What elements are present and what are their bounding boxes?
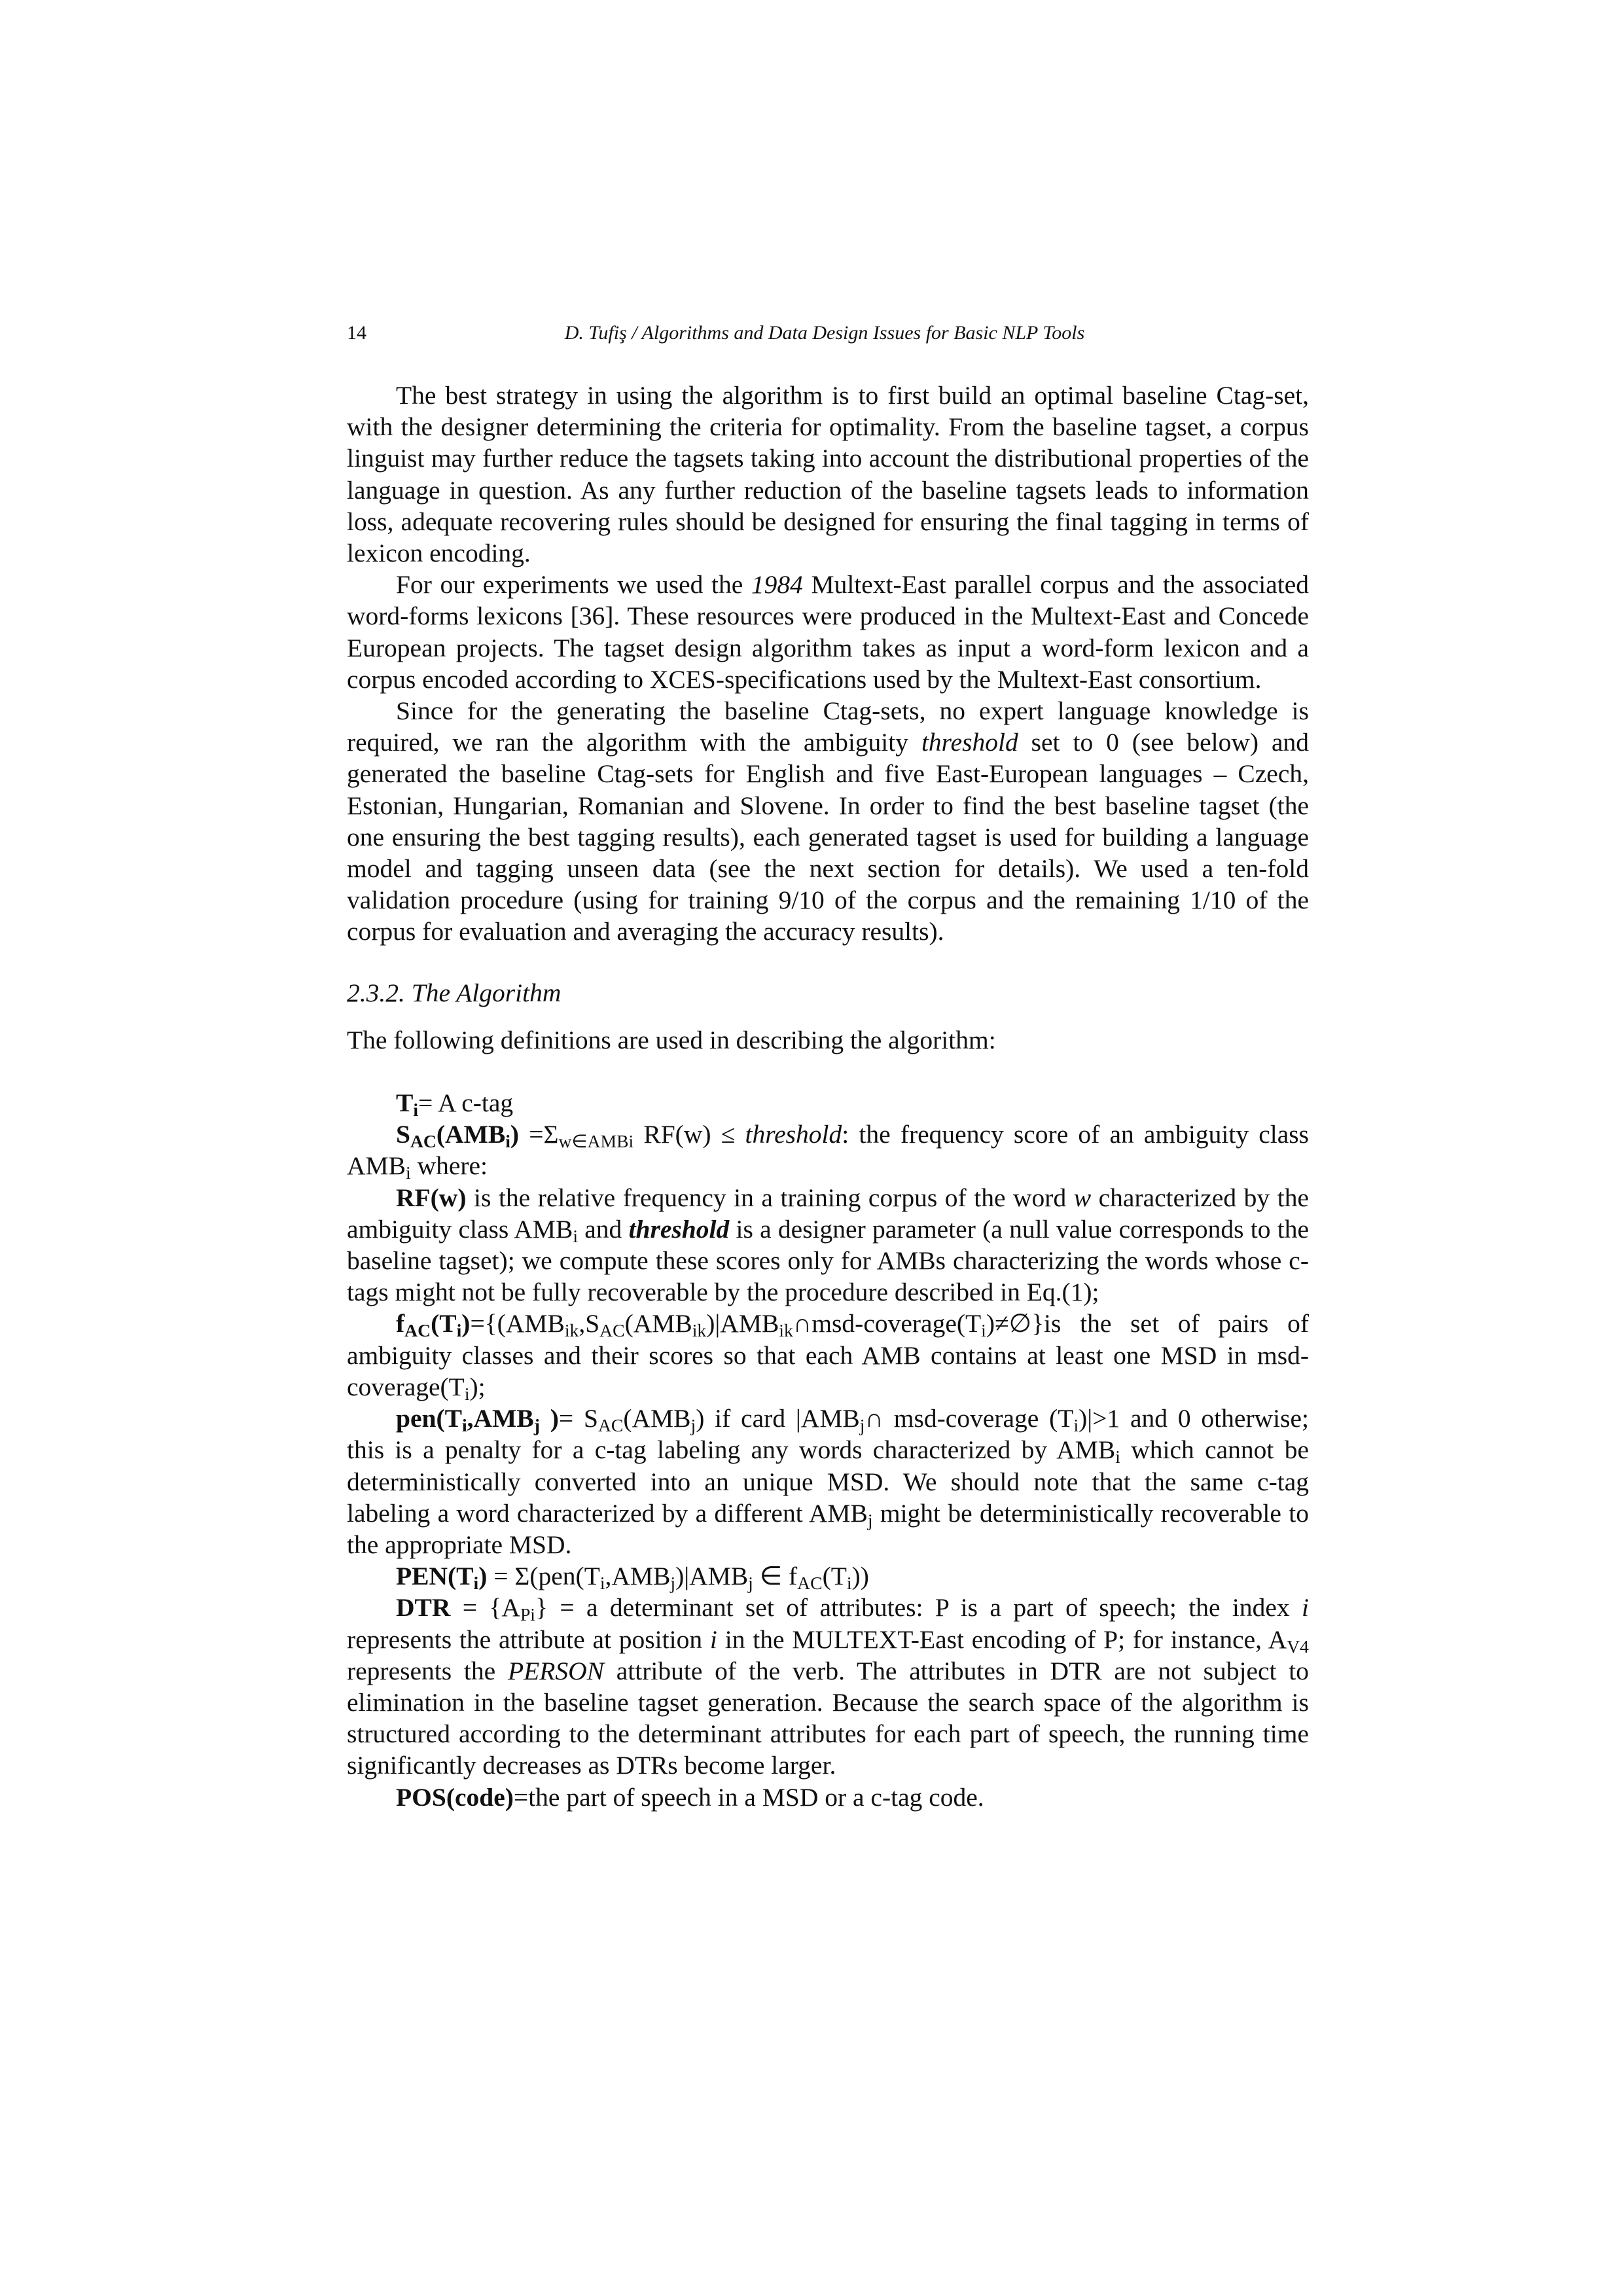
term: RF(w) [396,1183,467,1212]
subscript: i [505,1131,510,1152]
corpus-title: 1984 [751,570,803,600]
subscript: i [473,1573,479,1594]
subscript: i [406,1162,411,1183]
definitions-intro: The following definitions are used in describing the algorithm: [347,1025,996,1054]
text-run: = A c-tag [418,1088,514,1118]
definition-ti [347,1087,1309,1119]
text-run: )≠∅}is the set of pairs of ambiguity classes and their scores so that each AMB contains at least one MSD in msd-coverage(T [347,1309,1309,1401]
text-run: } = a determinant set of attributes: P is a part of speech; the index [535,1593,1302,1623]
text-run: Since for the generating the baseline Ctag-sets, no expert language knowledge is required, we ran the algorithm with the ambiguity [347,696,1309,757]
text-run: ,S [579,1309,600,1338]
page-number: 14 [347,322,366,344]
text-run: ,AMB [605,1562,671,1591]
definition-fac [347,1308,1309,1403]
subscript: i [599,1573,605,1594]
term: ) [461,1309,471,1338]
threshold-term: threshold [628,1214,730,1244]
text-run: characterized by the ambiguity class AMB [347,1183,1309,1244]
subscript: j [859,1415,865,1435]
subscript: Pi [520,1604,535,1625]
subscript: ik [564,1320,579,1341]
subscript: i [461,1415,467,1435]
subscript: V4 [1287,1636,1310,1657]
term: pen(T [396,1404,462,1433]
attribute-name: PERSON [507,1656,604,1685]
text-run: =the part of speech in a MSD or a c-tag code. [513,1782,984,1812]
term: (AMB [436,1120,506,1149]
text-run: RF(w) ≤ [633,1120,745,1149]
text-run: ={(AMB [470,1309,565,1338]
text-run: )|AMB [706,1309,779,1338]
definition-sac [347,1119,1309,1181]
text-run: = {A [450,1593,520,1623]
subscript: AC [597,1415,624,1435]
text-run: in the MULTEXT-East encoding of P; for instance, A [717,1624,1287,1654]
subscript: i [464,1383,470,1404]
subscript: i [1115,1446,1120,1467]
subscript: i [1073,1415,1079,1435]
subscript: j [867,1509,873,1530]
text-run: where: [410,1151,488,1181]
subscript: i [413,1099,419,1120]
subscript: j [748,1573,753,1594]
term: ,AMB [467,1404,534,1433]
subscript: j [670,1573,676,1594]
subscript: i [456,1320,462,1341]
term: ) [510,1120,520,1149]
text-run: )|AMB [675,1562,749,1591]
paragraph-experiments [347,569,1309,695]
text-run: might be deterministically recoverable to the appropriate MSD. [347,1498,1309,1559]
running-header [347,314,1302,353]
term: POS(code) [396,1782,514,1812]
text-run: )|>1 and 0 otherwise; this is a penalty for a c-tag labeling any words characterized by AMB [347,1404,1309,1465]
text-run: represents the [347,1656,508,1685]
main-text [347,380,1309,1813]
subscript: AC [797,1573,823,1594]
text-run: ); [469,1372,486,1401]
subscript: i [846,1573,852,1594]
text-run: : the frequency score of an ambiguity class AMB [347,1120,1310,1181]
text-run: For our experiments we used the [396,570,751,600]
variable: w [1073,1183,1092,1212]
text-run: is the relative frequency in a training corpus of the word [466,1183,1074,1212]
text-run: ∩ msd-coverage (T [865,1404,1074,1433]
subscript: j [533,1415,540,1435]
term: T [396,1088,414,1118]
text-run: is a designer parameter (a null value corresponds to the baseline tagset); we compute these scores only for AMBs characterizing the words whose c-tags might not be fully recoverable by the procedure described in Eq.(1); [347,1214,1309,1307]
definition-rf [347,1182,1309,1308]
text-run: = Σ(pen(T [487,1562,600,1591]
text-run: set to 0 (see below) and generated the baseline Ctag-sets for English and five East-European languages – Czech, Estonian, Hungarian, Romanian and Slovene. In order to find the best baseline tagset (the one ensuring the best tagging results), each generated tagset is used for building a language model and tagging unseen data (see the next section for details). We used a ten-fold validation procedure (using for training 9/10 of the corpus and the remaining 1/10 of the corpus for evaluation and averaging the accuracy results). [347,728,1309,946]
variable: i [1302,1593,1309,1623]
text-run: (T [822,1562,847,1591]
text-run: represents the attribute at position [347,1624,710,1654]
subscript: ik [692,1320,707,1341]
definition-pos [347,1782,1309,1813]
threshold-term: threshold [745,1120,842,1149]
subscript: j [690,1415,696,1435]
paragraph-baseline [347,695,1309,948]
subscript: i [573,1225,578,1246]
text-run: Multext-East parallel corpus and the associated word-forms lexicons [36]. These resources were produced in the Multext-East and Concede European projects. The tagset design algorithm takes as input a word-form lexicon and a corpus encoded according to XCES-specifications used by the Multext-East consortium. [347,570,1309,694]
definition-dtr [347,1592,1309,1781]
text-run: =Σ [519,1120,559,1149]
definition-pen [347,1403,1309,1560]
term: DTR [396,1593,451,1623]
text-run: attribute of the verb. The attributes in DTR are not subject to elimination in the baseline tagset generation. Because the search space of the algorithm is structured according to the determinant attributes for each part of speech, the running time significantly decreases as DTRs become larger. [347,1656,1309,1780]
section-heading: 2.3.2. The Algorithm [347,978,562,1007]
subscript: ik [779,1320,793,1341]
text-run: (AMB [624,1309,692,1338]
term: f [396,1309,405,1338]
term: S [396,1120,410,1149]
text-run: = S [558,1404,598,1433]
threshold-term: threshold [921,728,1018,757]
paragraph-strategy: The best strategy in using the algorithm is to first build an optimal baseline Ctag-set, with the designer determining the criteria for optimality. From the baseline tagset, a corpus linguist may further reduce the tagsets taking into account the distributional properties of the language in question. As any further reduction of the baseline tagsets leads to information loss, adequate recovering rules should be designed for ensuring the final tagging in terms of lexicon encoding. [347,381,1309,568]
definition-PEN [347,1560,1309,1592]
subscript: i [981,1320,986,1341]
text-run: which cannot be deterministically converted into an unique MSD. We should note that the same c-tag labeling a word characterized by a different AMB [347,1435,1309,1528]
text-run: and [578,1214,629,1244]
text-run: ∩msd-coverage(T [793,1309,982,1338]
text-run: ) if card |AMB [696,1404,860,1433]
subscript: w∈AMBi [558,1131,634,1152]
text-run: ∈ f [753,1562,798,1591]
term: ) [478,1562,488,1591]
subscript: AC [410,1131,437,1152]
term: (T [431,1309,457,1338]
running-title: D. Tufiş / Algorithms and Data Design Issues for Basic NLP Tools [564,322,1085,344]
text-run: (AMB [623,1404,691,1433]
term: PEN(T [396,1562,474,1591]
subscript: AC [404,1320,431,1341]
subscript: AC [599,1320,625,1341]
text-run: )) [851,1562,869,1591]
variable: i [709,1624,717,1654]
term: ) [539,1404,559,1433]
